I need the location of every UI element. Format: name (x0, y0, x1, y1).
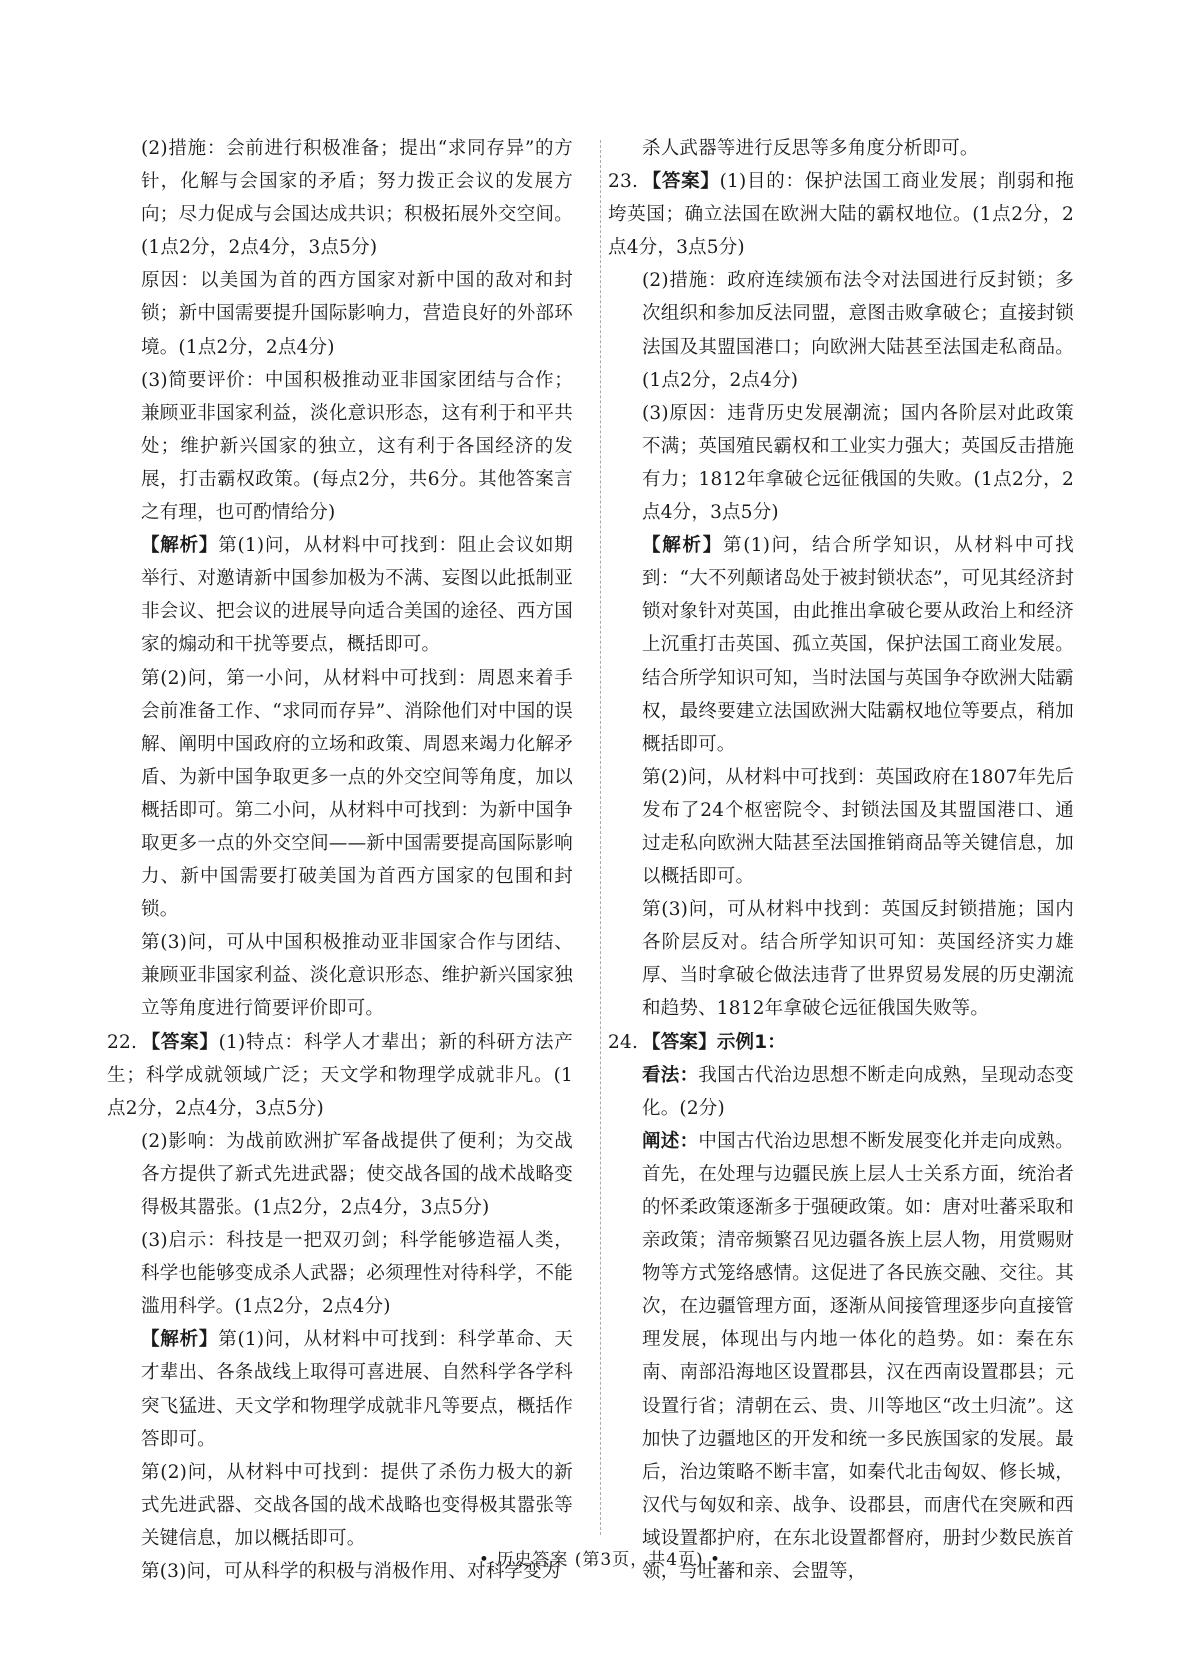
answer-text: (1)特点：科学人才辈出；新的科研方法产生；科学成就领域广泛；天文学和物理学成就非凡。(1点2分，2点4分，3点5分) (107, 1031, 573, 1119)
answer-paragraph: (3)启示：科技是一把双刃剑；科学能够造福人类，科学也能够变成杀人武器；必须理性对待科学，不能滥用科学。(1点2分，2点4分) (141, 1230, 573, 1318)
analysis-tag: 【解析】 (642, 535, 724, 557)
analysis-paragraph: 第(3)问，可从中国积极推动亚非国家合作与团结、兼顾亚非国家利益、淡化意识形态、维护新兴国家独立等角度进行简要评价即可。 (141, 932, 573, 1020)
analysis-paragraph: 第(2)问，第一小问，从材料中可找到：周恩来着手会前准备工作、“求同而存异”、消除他们对中国的误解、阐明中国政府的立场和政策、周恩来竭力化解矛盾、为新中国争取更多一点的外交空间等角度，加以概括即可。第二小问，从材料中可找到：为新中国争取更多一点的外交空间——新中国需要提高国际影响力、新中国需要打破美国为首西方国家的包围和封锁。 (141, 667, 573, 921)
elaboration-paragraph (642, 1125, 1074, 1588)
analysis-tag: 【解析】 (141, 535, 219, 557)
answer-tag: 【答案】 (642, 171, 720, 193)
analysis-paragraph: 第(2)问，从材料中可找到：英国政府在1807年先后发布了24个枢密院令、封锁法国及其盟国港口、通过走私向欧洲大陆甚至法国推销商品等关键信息，加以概括即可。 (642, 766, 1074, 888)
right-column (608, 132, 1074, 1588)
analysis-paragraph (642, 529, 1074, 761)
column-divider (600, 140, 601, 1535)
analysis-text: 第(1)问，从材料中可找到：科学革命、天才辈出、各条战线上取得可喜进展、自然科学各学科突飞猛进、天文学和物理学成就非凡等要点，概括作答即可。 (141, 1329, 573, 1450)
analysis-paragraph (141, 529, 573, 661)
answer-text: (1)目的：保护法国工商业发展；削弱和拖垮英国；确立法国在欧洲大陆的霸权地位。(1点2分，2点4分，3点5分) (608, 171, 1074, 259)
analysis-text: 第(1)问，结合所学知识，从材料中可找到：“大不列颠诸岛处于被封锁状态”，可见其经济封锁对象针对英国，由此推出拿破仑要从政治上和经济上沉重打击英国、孤立英国，保护法国工商业发展。结合所学知识可知，当时法国与英国争夺欧洲大陆霸权，最终要建立法国欧洲大陆霸权地位等要点，稍加概括即可。 (642, 535, 1074, 755)
elaboration-tag: 阐述： (642, 1130, 699, 1152)
answer-paragraph: (2)措施：政府连续颁布法令对法国进行反封锁；多次组织和参加反法同盟，意图击败拿破仑；直接封锁法国及其盟国港口；向欧洲大陆甚至法国走私商品。(1点2分，2点4分) (642, 270, 1074, 391)
view-text: 我国古代治边思想不断走向成熟，呈现动态变化。(2分) (642, 1064, 1074, 1119)
answer-paragraph: (2)措施：会前进行积极准备；提出“求同存异”的方针，化解与会国家的矛盾；努力拨正会议的发展方向；尽力促成与会国达成共识；积极拓展外交空间。(1点2分，2点4分，3点5分) (141, 138, 573, 259)
elaboration-text: 中国古代治边思想不断发展变化并走向成熟。首先，在处理与边疆民族上层人士关系方面，统治者的怀柔政策逐渐多于强硬政策。如：唐对吐蕃采取和亲政策；清帝频繁召见边疆各族上层人物，用赏赐财物等方式笼络感情。这促进了各民族交融、交往。其次，在边疆管理方面，逐渐从间接管理逐步向直接管理发展，体现出与内地一体化的趋势。如：秦在东南、南部沿海地区设置郡县，汉在西南设置郡县；元设置行省；清朝在云、贵、川等地区“改土归流”。这加快了边疆地区的开发和统一多民族国家的发展。最后，治边策略不断丰富，如秦代北击匈奴、修长城，汉代与匈奴和亲、战争、设郡县，而唐代在突厥和西域设置都护府，在东北设置都督府，册封少数民族首领，与吐蕃和亲、会盟等， (642, 1130, 1074, 1583)
answer-paragraph: (3)简要评价：中国积极推动亚非国家团结与合作；兼顾亚非国家利益，淡化意识形态，这有利于和平共处；维护新兴国家的独立，这有利于各国经济的发展，打击霸权政策。(每点2分，共6分。其他答案言之有理，也可酌情给分) (141, 369, 573, 524)
question-number: 23. (608, 171, 639, 193)
analysis-paragraph: 第(3)问，可从材料中找到：英国反封锁措施；国内各阶层反对。结合所学知识可知：英国经济实力雄厚、当时拿破仑做法违背了世界贸易发展的历史潮流和趋势、1812年拿破仑远征俄国失败等。 (642, 899, 1074, 1020)
answer-tag: 【答案】 (141, 1031, 219, 1053)
question-number: 22. (107, 1031, 138, 1053)
question-24-answer (608, 1026, 1074, 1059)
answer-tag: 【答案】 (642, 1031, 717, 1053)
analysis-paragraph (141, 1323, 573, 1455)
left-column (107, 132, 573, 1588)
answer-paragraph: (3)原因：违背历史发展潮流；国内各阶层对此政策不满；英国殖民霸权和工业实力强大；英国反击措施有力；1812年拿破仑远征俄国的失败。(1点2分，2点4分，3点5分) (642, 402, 1074, 524)
view-tag: 看法： (642, 1064, 699, 1086)
answer-paragraph: (2)影响：为战前欧洲扩军备战提供了便利；为交战各方提供了新式先进武器；使交战各国的战术战略变得极其嚣张。(1点2分，2点4分，3点5分) (141, 1130, 573, 1218)
analysis-paragraph: 第(2)问，从材料中可找到：提供了杀伤力极大的新式先进武器、交战各国的战术战略也变得极其嚣张等关键信息，加以概括即可。 (141, 1461, 573, 1549)
answer-paragraph: 原因：以美国为首的西方国家对新中国的敌对和封锁；新中国需要提升国际影响力，营造良好的外部环境。(1点2分，2点4分) (141, 270, 573, 358)
analysis-paragraph: 杀人武器等进行反思等多角度分析即可。 (642, 138, 979, 159)
analysis-text: 第(1)问，从材料中可找到：阻止会议如期举行、对邀请新中国参加极为不满、妄图以此抵制亚非会议、把会议的进展导向适合美国的途径、西方国家的煽动和干扰等要点，概括即可。 (141, 535, 573, 656)
analysis-paragraph: 第(3)问，可从科学的积极与消极作用、对科学变为 (141, 1561, 561, 1583)
example-heading: 示例1： (716, 1031, 786, 1053)
question-22-answer (107, 1026, 573, 1125)
page-footer: • 历史答案 (第3页，共4页) • (478, 1550, 722, 1570)
question-number: 24. (608, 1031, 639, 1053)
view-paragraph (642, 1059, 1074, 1125)
analysis-tag: 【解析】 (141, 1329, 219, 1351)
question-23-answer (608, 165, 1074, 264)
